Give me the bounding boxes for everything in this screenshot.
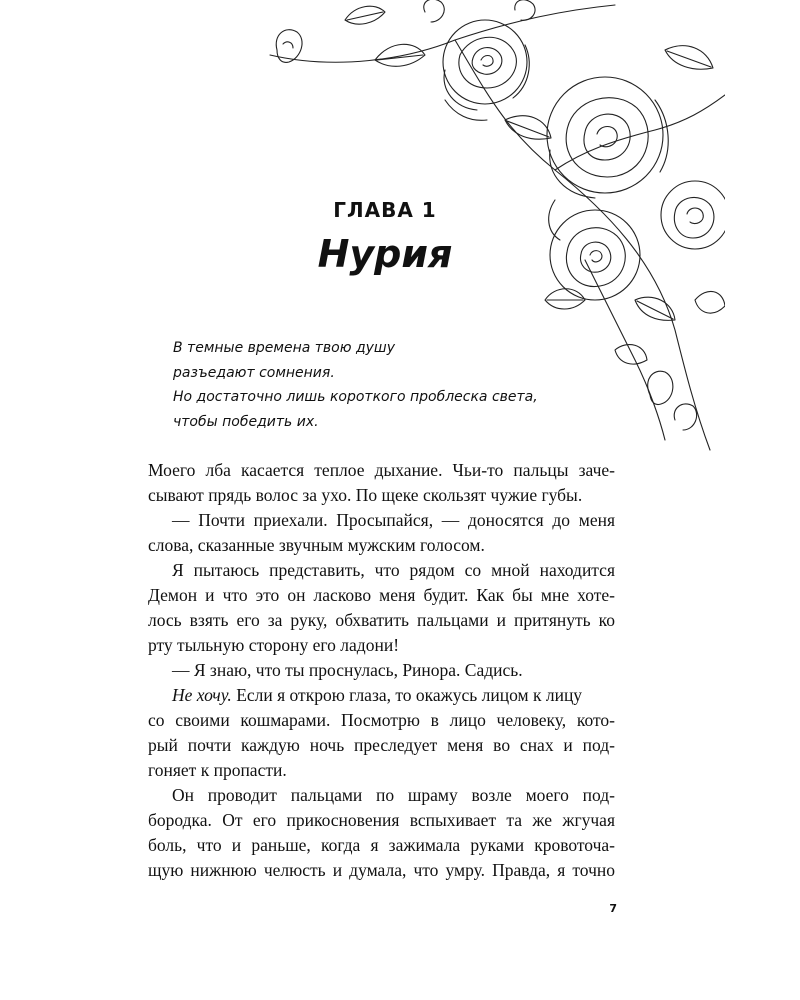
body-text xyxy=(148,458,615,883)
chapter-label: ГЛАВА 1 xyxy=(333,198,437,222)
text-line: щую нижнюю челюсть и думала, что умру. Правда, я точно xyxy=(148,860,615,880)
epigraph-line: чтобы победить их. xyxy=(173,413,319,430)
paragraph xyxy=(148,508,615,558)
text-line: — Я знаю, что ты проснулась, Ринора. Садись. xyxy=(172,660,523,680)
text-line: — Почти приехали. Просыпайся, — доносятся до меня xyxy=(172,510,615,530)
text-line xyxy=(148,683,615,708)
text-fragment: Если я открою глаза, то окажусь лицом к лицу xyxy=(231,685,583,705)
epigraph-line: Но достаточно лишь короткого проблеска света, xyxy=(173,389,538,405)
page-number: 7 xyxy=(609,902,617,915)
text-line: бородка. От его прикосновения вспыхивает та же жгучая xyxy=(148,810,615,830)
text-line: Я пытаюсь представить, что рядом со мной находится xyxy=(172,560,615,580)
text-line: Он проводит пальцами по шраму возле моего под- xyxy=(172,785,615,805)
paragraph xyxy=(148,658,615,683)
text-line: со своими кошмарами. Посмотрю в лицо человеку, кото- xyxy=(148,710,615,730)
text-line: Моего лба касается теплое дыхание. Чьи-то пальцы заче- xyxy=(148,460,615,480)
paragraph xyxy=(148,458,615,508)
text-line: лось взять его за руку, обхватить пальцами и притянуть ко xyxy=(148,610,615,630)
text-line: рту тыльную сторону его ладони! xyxy=(148,635,400,655)
text-line: гоняет к пропасти. xyxy=(148,760,287,780)
paragraph xyxy=(148,558,615,658)
epigraph-line: разъедают сомнения. xyxy=(173,364,335,381)
text-line: слова, сказанные звучным мужским голосом. xyxy=(148,535,485,555)
chapter-title: Нурия xyxy=(317,232,453,276)
text-line: сывают прядь волос за ухо. По щеке скользят чужие губы. xyxy=(148,485,583,505)
text-line: Демон и что это он ласково меня будит. Как бы мне хоте- xyxy=(148,585,615,605)
text-line: боль, что и раньше, когда я зажимала руками кровоточа- xyxy=(148,835,615,855)
text-line: рый почти каждую ночь преследует меня во снах и под- xyxy=(148,735,615,755)
paragraph xyxy=(148,683,615,783)
epigraph xyxy=(173,336,593,434)
epigraph-line: В темные времена твою душу xyxy=(173,340,396,356)
paragraph xyxy=(148,783,615,883)
italic-phrase: Не хочу. xyxy=(172,685,232,705)
